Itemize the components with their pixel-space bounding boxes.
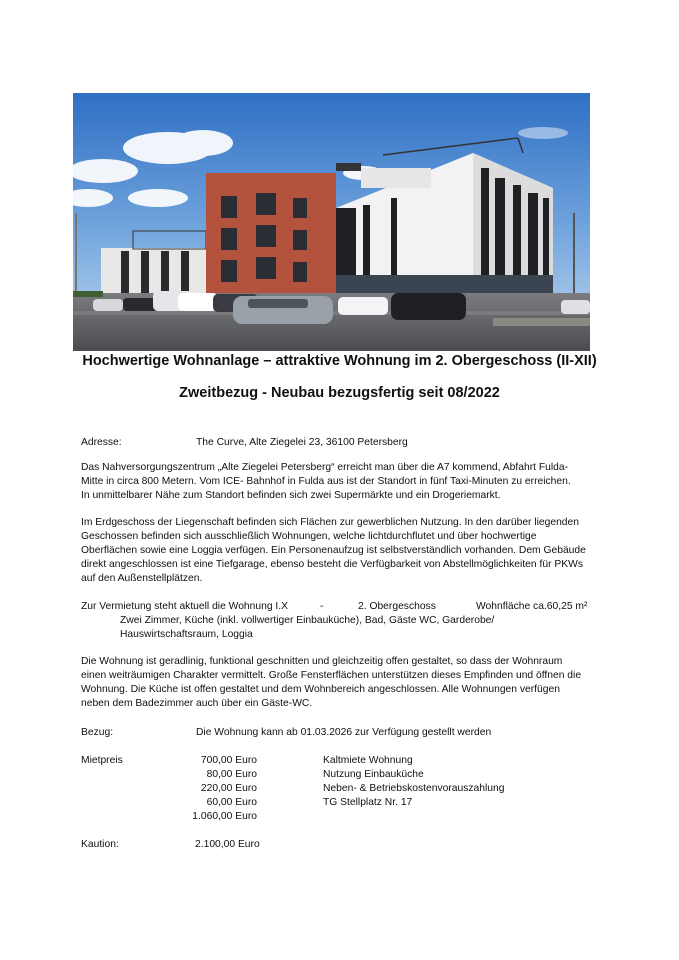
- rent-desc: TG Stellplatz Nr. 17: [323, 797, 413, 808]
- rent-amount: 220,00 Euro: [200, 783, 257, 794]
- rental-rooms-line2: Hauswirtschaftsraum, Loggia: [120, 629, 253, 640]
- paragraph-line: direkt angeschlossen ist eine Tiefgarage, ebenso besteht die Verfügbarkeit von Abstellmöglichkeiten für PKWs: [81, 559, 583, 570]
- rental-dash: -: [320, 601, 324, 612]
- move-in-value: Die Wohnung kann ab 01.03.2026 zur Verfügung gestellt werden: [196, 727, 492, 738]
- rent-label: Mietpreis: [81, 755, 123, 766]
- rent-amount: 700,00 Euro: [200, 755, 257, 766]
- building-paragraph: [81, 516, 601, 586]
- rent-amount: 80,00 Euro: [206, 769, 257, 780]
- rental-floor: 2. Obergeschoss: [358, 601, 436, 612]
- rent-amount: 60,00 Euro: [206, 797, 257, 808]
- location-paragraph: [81, 461, 601, 503]
- paragraph-line: Das Nahversorgungszentrum „Alte Ziegelei Petersberg“ erreicht man über die A7 kommend, Abfahrt Fulda-: [81, 462, 569, 473]
- rent-desc: Neben- & Betriebskostenvorauszahlung: [323, 783, 505, 794]
- address-label: Adresse:: [81, 437, 122, 448]
- paragraph-line: Geschossen befinden sich ausschließlich Wohnungen, welche lichtdurchflutet und über hochwertige: [81, 531, 537, 542]
- rent-desc: Nutzung Einbauküche: [323, 769, 424, 780]
- rent-total: 1.060,00 Euro: [192, 811, 257, 822]
- move-in-label: Bezug:: [81, 727, 114, 738]
- paragraph-line: einen weiträumigen Charakter vermittelt. Große Fensterflächen unterstützen dieses Empfinden und öffnen die: [81, 670, 582, 681]
- rental-area: Wohnfläche ca.60,25 m²: [476, 601, 588, 612]
- headline: Hochwertige Wohnanlage – attraktive Wohnung im 2. Obergeschoss (II-XII): [82, 353, 597, 369]
- paragraph-line: Oberflächen sowie eine Loggia verfügen. Ein Personenaufzug ist selbstverständlich vorhanden. Dem Gebäude: [81, 545, 586, 556]
- paragraph-line: neben dem Badezimmer auch über ein Gäste-WC.: [81, 698, 313, 709]
- building-photo: [73, 93, 590, 351]
- rental-rooms-line1: Zwei Zimmer, Küche (inkl. vollwertiger Einbauküche), Bad, Gäste WC, Garderobe/: [120, 615, 495, 626]
- paragraph-line: Die Wohnung ist geradlinig, funktional geschnitten und gleichzeitig offen gestaltet, so dass der Wohnraum: [81, 656, 563, 667]
- deposit-label: Kaution:: [81, 839, 119, 850]
- paragraph-line: auf den Außenstellplätzen.: [81, 573, 203, 584]
- deposit-value: 2.100,00 Euro: [195, 839, 260, 850]
- paragraph-line: In unmittelbarer Nähe zum Standort befinden sich zwei Supermärkte und ein Drogeriemarkt.: [81, 490, 501, 501]
- paragraph-line: Mitte in circa 800 Metern. Vom ICE- Bahnhof in Fulda aus ist der Standort in fünf Taxi-Minuten zu erreichen.: [81, 476, 571, 487]
- layout-paragraph: [81, 655, 601, 711]
- rent-desc: Kaltmiete Wohnung: [323, 755, 413, 766]
- rental-lead: Zur Vermietung steht aktuell die Wohnung I.X: [81, 601, 289, 612]
- address-value: The Curve, Alte Ziegelei 23, 36100 Petersberg: [196, 437, 408, 448]
- paragraph-line: Wohnung. Die Küche ist offen gestaltet und dem Wohnbereich angeschlossen. Alle Wohnungen verfügen: [81, 684, 560, 695]
- subheadline: Zweitbezug - Neubau bezugsfertig seit 08/2022: [179, 385, 500, 401]
- paragraph-line: Im Erdgeschoss der Liegenschaft befinden sich Flächen zur gewerblichen Nutzung. In den darüber liegenden: [81, 517, 579, 528]
